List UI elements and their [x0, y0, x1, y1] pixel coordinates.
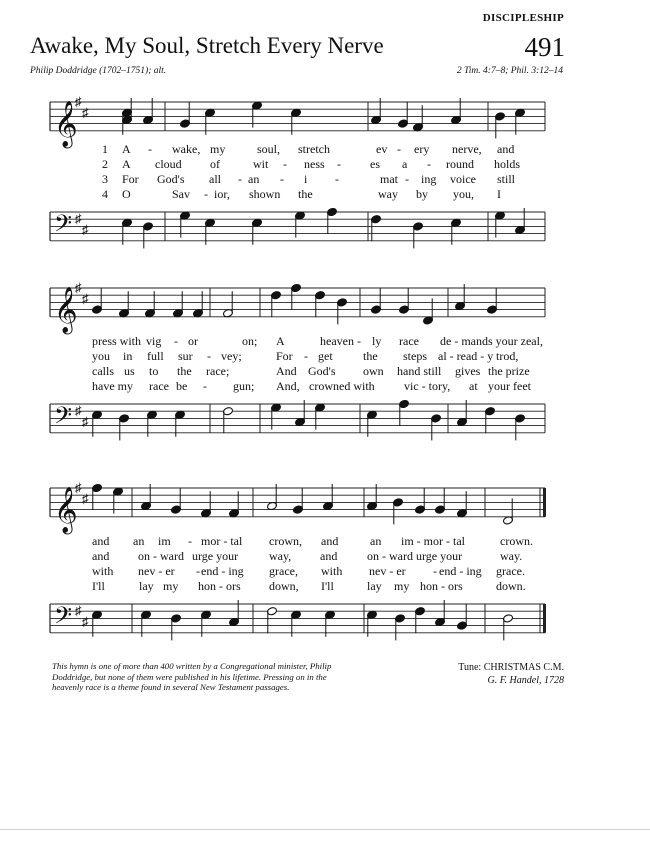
lyric-hyphen: -: [238, 172, 242, 186]
lyric-syllable: For: [122, 172, 139, 186]
lyric-syllable: and: [92, 549, 110, 563]
lyric-hyphen: -: [174, 334, 178, 348]
lyric-syllable: crowned with: [309, 379, 375, 393]
lyric-hyphen: -: [283, 157, 287, 171]
section-heading: DISCIPLESHIP: [482, 12, 564, 24]
lyric-syllable: I: [497, 187, 501, 201]
lyric-syllable: ev: [376, 142, 388, 156]
lyric-syllable: de - mands your zeal,: [440, 334, 543, 348]
key-signature-sharp: ♯: [75, 280, 82, 295]
key-signature-sharp: ♯: [75, 603, 82, 619]
bass-staff: [0, 598, 650, 658]
verse-number: 4: [102, 187, 108, 201]
lyric-hyphen: -: [148, 142, 152, 156]
lyric-syllable: round: [446, 157, 474, 171]
lyric-syllable: with: [321, 564, 343, 578]
lyric-syllable: ing: [421, 172, 437, 186]
lyric-syllable: A: [122, 157, 131, 171]
lyric-syllable: down.: [496, 579, 526, 593]
lyric-syllable: my: [163, 579, 179, 593]
key-signature-sharp: ♯: [82, 414, 89, 429]
scripture-reference: 2 Tim. 4:7–8; Phil. 3:12–14: [456, 66, 563, 76]
lyric-syllable: and: [321, 534, 339, 548]
lyric-syllable: vey;: [221, 349, 242, 363]
lyric-syllable: wake,: [172, 142, 201, 156]
lyric-syllable: way,: [269, 549, 292, 563]
lyric-syllable: the: [177, 364, 192, 378]
lyric-syllable: gun;: [233, 379, 255, 393]
lyric-syllable: crown,: [269, 534, 302, 548]
lyric-syllable: to: [149, 364, 159, 378]
lyric-syllable: the prize: [488, 364, 530, 378]
verse-number: 1: [102, 142, 108, 156]
key-signature-sharp: ♯: [82, 614, 89, 629]
tune-name: Tune: CHRISTMAS C.M.: [458, 662, 564, 673]
lyric-syllable: on - ward urge your: [367, 549, 463, 563]
lyric-syllable: an: [370, 534, 382, 548]
final-bar-line-thick: [543, 488, 546, 517]
lyric-syllable: with: [92, 564, 114, 578]
lyric-hyphen: -: [196, 564, 200, 578]
treble-clef: 𝄞: [54, 486, 78, 533]
lyric-syllable: ery: [414, 142, 430, 156]
bass-staff: [0, 398, 650, 458]
lyric-syllable: shown: [249, 187, 281, 201]
lyric-syllable: way.: [500, 549, 523, 563]
lyric-syllable: im - mor - tal: [401, 534, 465, 548]
lyric-syllable: O: [122, 187, 131, 201]
lyric-hyphen: -: [207, 349, 211, 363]
hymn-title: Awake, My Soul, Stretch Every Nerve: [30, 33, 384, 58]
treble-clef: 𝄞: [54, 286, 78, 333]
lyric-syllable: urge your: [192, 549, 239, 563]
treble-clef: 𝄞: [54, 100, 78, 147]
lyric-syllable: es: [370, 157, 380, 171]
lyric-syllable: grace,: [269, 564, 298, 578]
lyric-syllable: my: [394, 579, 410, 593]
lyric-syllable: race;: [206, 364, 230, 378]
lyric-syllable: mor - tal: [201, 534, 243, 548]
lyric-syllable: voice: [450, 172, 476, 186]
lyric-hyphen: -: [203, 379, 207, 393]
lyric-syllable: your feet: [488, 379, 531, 393]
lyric-hyphen: -: [188, 534, 192, 548]
lyric-syllable: you,: [453, 187, 474, 201]
lyric-syllable: hon - ors: [198, 579, 241, 593]
lyric-syllable: way: [378, 187, 398, 201]
lyric-syllable: end - ing: [201, 564, 244, 578]
lyric-syllable: im: [158, 534, 171, 548]
lyric-syllable: get: [318, 349, 333, 363]
lyric-syllable: cloud: [155, 157, 182, 171]
lyric-syllable: an: [133, 534, 145, 548]
lyric-syllable: nerve,: [452, 142, 482, 156]
key-signature-sharp: ♯: [75, 94, 82, 109]
lyric-syllable: or: [188, 334, 198, 348]
lyric-syllable: lay: [367, 579, 382, 593]
lyric-hyphen: -: [397, 142, 401, 156]
lyric-syllable: have my: [92, 379, 133, 393]
verse-number: 3: [102, 172, 108, 186]
author-credit: Philip Doddridge (1702–1751); alt.: [30, 66, 167, 76]
hymn-number: 491: [524, 32, 565, 62]
lyric-syllable: you: [92, 349, 110, 363]
lyric-syllable: of: [210, 157, 220, 171]
lyric-syllable: my: [210, 142, 226, 156]
lyric-syllable: al - read - y: [438, 349, 494, 363]
lyric-syllable: crown.: [500, 534, 533, 548]
lyric-syllable: sur: [178, 349, 193, 363]
lyric-syllable: nev - er: [369, 564, 406, 578]
lyric-syllable: ly: [372, 334, 382, 348]
lyric-syllable: hand still: [397, 364, 442, 378]
lyric-syllable: us: [124, 364, 135, 378]
bass-clef: 𝄢: [54, 401, 73, 435]
lyric-syllable: mat: [380, 172, 398, 186]
key-signature-sharp: ♯: [75, 211, 82, 227]
lyric-syllable: And: [276, 364, 297, 378]
lyric-syllable: all: [209, 172, 221, 186]
lyric-syllable: on - ward: [138, 549, 184, 563]
lyric-syllable: wit: [253, 157, 269, 171]
lyric-syllable: be: [176, 379, 188, 393]
lyric-syllable: God's: [308, 364, 336, 378]
lyric-syllable: down,: [269, 579, 299, 593]
lyric-syllable: And,: [276, 379, 300, 393]
treble-staff: [0, 482, 650, 542]
key-signature-sharp: ♯: [75, 403, 82, 419]
lyric-syllable: I'll: [321, 579, 334, 593]
lyric-syllable: a: [402, 157, 408, 171]
page-bottom-rule: [0, 829, 650, 830]
lyric-syllable: God's: [157, 172, 185, 186]
key-signature-sharp: ♯: [82, 290, 89, 306]
lyric-syllable: press with: [92, 334, 141, 348]
lyric-syllable: the: [363, 349, 378, 363]
lyric-syllable: race: [399, 334, 419, 348]
lyric-hyphen: -: [204, 187, 208, 201]
lyric-syllable: on;: [242, 334, 258, 348]
lyric-syllable: ness: [304, 157, 325, 171]
hymn-footnote: This hymn is one of more than 400 written by a Congregational minister, Philip Doddridge, but none of them were published in his lifetime. Pressing on in the heavenly race is a theme found in several New Testament passages.: [52, 661, 332, 693]
lyric-syllable: the: [298, 187, 313, 201]
lyric-syllable: in: [123, 349, 133, 363]
lyric-hyphen: -: [337, 157, 341, 171]
lyric-syllable: trod,: [496, 349, 519, 363]
lyric-syllable: steps: [403, 349, 427, 363]
lyric-syllable: holds: [494, 157, 521, 171]
key-signature-sharp: ♯: [82, 490, 89, 506]
lyric-hyphen: -: [280, 172, 284, 186]
lyric-syllable: and: [92, 534, 110, 548]
lyric-syllable: I'll: [92, 579, 105, 593]
lyric-syllable: vic - tory,: [404, 379, 451, 393]
lyric-syllable: hon - ors: [420, 579, 463, 593]
lyric-syllable: calls: [92, 364, 114, 378]
lyric-syllable: at: [469, 379, 478, 393]
key-signature-sharp: ♯: [82, 104, 89, 120]
lyric-syllable: own: [363, 364, 384, 378]
treble-staff: [0, 282, 650, 342]
lyric-syllable: by: [416, 187, 428, 201]
lyric-hyphen: -: [304, 349, 308, 363]
lyric-syllable: For: [276, 349, 293, 363]
bass-clef: 𝄢: [54, 209, 73, 243]
lyric-syllable: lay: [139, 579, 154, 593]
lyric-syllable: gives: [455, 364, 481, 378]
lyric-syllable: nev - er: [138, 564, 175, 578]
lyric-hyphen: -: [335, 172, 339, 186]
lyric-hyphen: -: [433, 564, 437, 578]
key-signature-sharp: ♯: [75, 480, 82, 495]
lyric-syllable: full: [147, 349, 164, 363]
lyric-hyphen: -: [357, 334, 361, 348]
lyric-syllable: grace.: [496, 564, 525, 578]
lyric-syllable: and: [320, 549, 338, 563]
lyric-syllable: heaven: [320, 334, 354, 348]
lyric-syllable: end - ing: [439, 564, 482, 578]
lyric-syllable: soul,: [257, 142, 281, 156]
lyric-syllable: A: [276, 334, 285, 348]
bass-clef: 𝄢: [54, 601, 73, 635]
lyric-syllable: i: [304, 172, 308, 186]
bass-staff: [0, 206, 650, 266]
composer-credit: G. F. Handel, 1728: [487, 675, 564, 686]
lyric-syllable: Sav: [172, 187, 190, 201]
lyric-hyphen: -: [427, 157, 431, 171]
lyric-syllable: an: [248, 172, 260, 186]
lyric-syllable: race: [149, 379, 169, 393]
lyric-syllable: and: [497, 142, 515, 156]
lyric-syllable: still: [497, 172, 516, 186]
lyric-syllable: A: [122, 142, 131, 156]
lyric-hyphen: -: [405, 172, 409, 186]
lyric-syllable: ior,: [214, 187, 230, 201]
final-bar-line-thick: [543, 604, 546, 633]
verse-number: 2: [102, 157, 108, 171]
key-signature-sharp: ♯: [82, 222, 89, 237]
lyric-syllable: stretch: [298, 142, 330, 156]
lyric-syllable: vig: [146, 334, 162, 348]
